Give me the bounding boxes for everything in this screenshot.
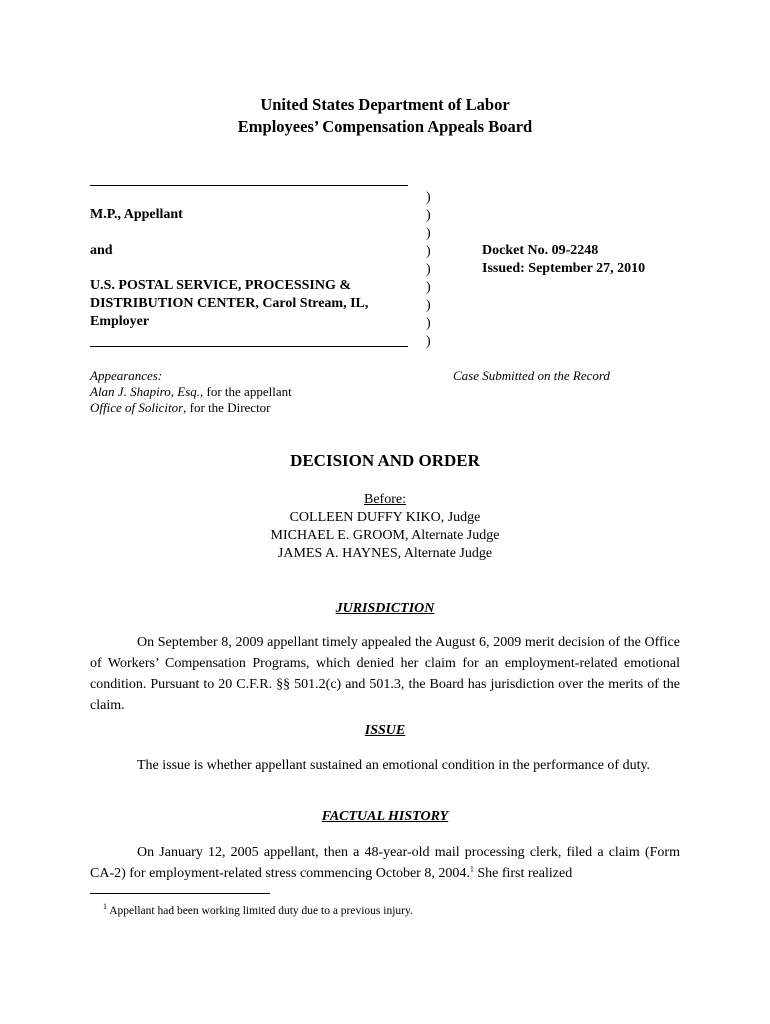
caption-paren: ) [426,280,431,295]
factual-history-heading-text: FACTUAL HISTORY [321,809,449,824]
caption-paren: ) [426,298,431,313]
judge-1: COLLEEN DUFFY KIKO, Judge [289,510,481,525]
factual-history-paragraph [90,842,680,884]
appellant-counsel [90,384,292,400]
factual-text-b: She first realized [473,866,573,881]
employer-line-3: Employer [90,314,150,329]
issue-paragraph: The issue is whether appellant sustained an emotional condition in the performance of duty. [137,758,651,773]
director-counsel [90,400,271,416]
docket-number: Docket No. 09-2248 [482,243,599,258]
caption-top-rule [90,185,408,186]
director-counsel-role: , for the Director [183,400,271,415]
footnote-text: Appellant had been working limited duty due to a previous injury. [109,905,413,917]
jurisdiction-paragraph: On September 8, 2009 appellant timely appealed the August 6, 2009 merit decision of the Office of Workers’ Compensation Programs, which denied her claim for an employment-related emotional condition. Pursuant to 20 C.F.R. §§ 501.2(c) and 501.3, the Board has jurisdiction over the merits of the claim. [90,635,680,713]
footnote-reference[interactable]: 1 [469,864,474,874]
caption-bottom-rule [90,346,408,347]
appellant-counsel-role: , for the appellant [200,384,292,399]
footnote [103,902,413,917]
director-counsel-name: Office of Solicitor [90,400,184,415]
caption-paren: ) [426,226,431,241]
decision-title: DECISION AND ORDER [290,451,480,470]
factual-text-a: On January 12, 2005 appellant, then a 48-year-old mail processing clerk, filed a claim (Form CA-2) for employment-related stress commencing October 8, 2004. [90,845,680,881]
jurisdiction-heading [0,599,770,617]
board-name: Employees’ Compensation Appeals Board [237,117,533,136]
footnote-number: 1 [103,902,107,912]
caption-paren: ) [426,334,431,349]
issued-date: Issued: September 27, 2010 [482,261,646,276]
judge-3: JAMES A. HAYNES, Alternate Judge [277,546,493,561]
before-label [0,492,770,508]
issue-heading-text: ISSUE [364,723,406,738]
before-text: Before: [364,492,406,507]
agency-name: United States Department of Labor [260,95,510,114]
caption-paren: ) [426,190,431,205]
caption-paren: ) [426,244,431,259]
judge-2: MICHAEL E. GROOM, Alternate Judge [270,528,500,543]
appearances-label: Appearances: [90,368,163,383]
caption-paren: ) [426,262,431,277]
caption-paren: ) [426,316,431,331]
factual-history-heading [0,807,770,825]
issue-heading [0,721,770,739]
appellant-name: M.P., Appellant [90,207,183,222]
caption-and: and [90,243,113,258]
employer-line-1: U.S. POSTAL SERVICE, PROCESSING & [90,278,352,293]
caption-paren: ) [426,208,431,223]
employer-line-2: DISTRIBUTION CENTER, Carol Stream, IL, [90,296,369,311]
case-submitted-note: Case Submitted on the Record [453,368,610,383]
jurisdiction-heading-text: JURISDICTION [335,601,435,616]
footnote-rule [90,893,270,894]
appellant-counsel-name: Alan J. Shapiro, Esq. [90,384,201,399]
